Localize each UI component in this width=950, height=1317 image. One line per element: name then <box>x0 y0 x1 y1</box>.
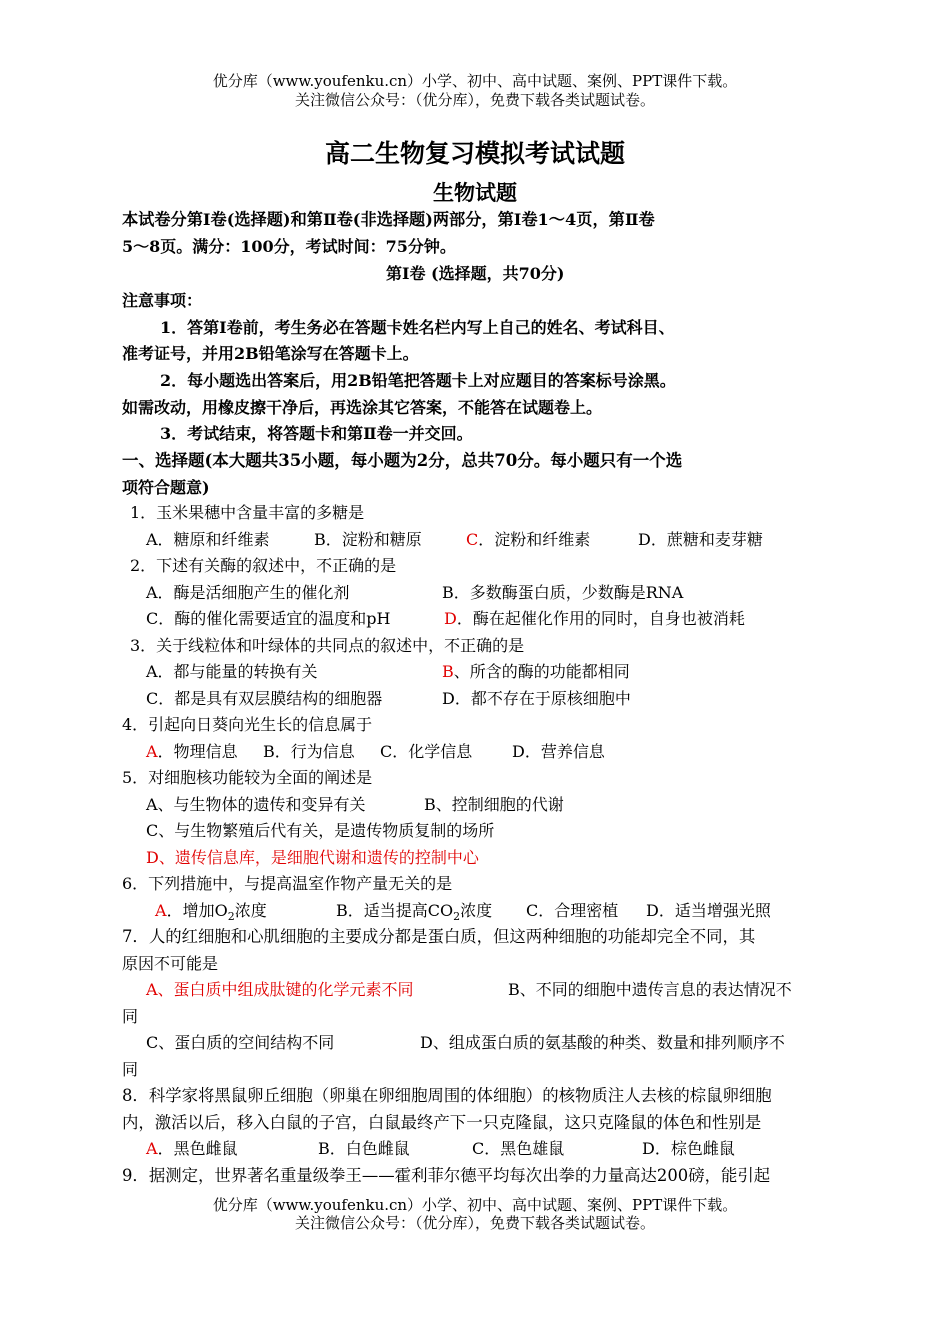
q1-option-c: C．淀粉和纤维素 <box>466 530 591 549</box>
q7-option-b-1: B、不同的细胞中遗传言息的表达情况不 <box>508 980 792 999</box>
part1-line-1: 一、选择题(本大题共35小题，每小题为2分，总共70分。每小题只有一个选 <box>122 451 683 470</box>
notes-heading: 注意事项： <box>122 291 203 310</box>
q8-stem-2: 内，激活以后，移入白鼠的子宫，白鼠最终产下一只克隆鼠，这只克隆鼠的体色和性别是 <box>122 1113 762 1132</box>
part1-line-2: 项符合题意) <box>122 478 210 497</box>
intro-line-1: 本试卷分第Ⅰ卷(选择题)和第Ⅱ卷(非选择题)两部分，第Ⅰ卷1～4页，第Ⅱ卷 <box>122 210 655 229</box>
q4-option-d: D．营养信息 <box>512 742 605 761</box>
q5-stem: 5．对细胞核功能较为全面的阐述是 <box>122 768 373 787</box>
q1-option-a: A．糖原和纤维素 <box>146 530 270 549</box>
intro-line-2: 5～8页。满分：100分，考试时间：75分钟。 <box>122 237 456 256</box>
footer-line-2: 关注微信公众号：（优分库），免费下载各类试题试卷。 <box>294 1214 655 1232</box>
q1-options <box>146 530 763 550</box>
q8-option-a: A．黑色雌鼠 <box>146 1139 238 1158</box>
q3-option-c: C．都是具有双层膜结构的细胞器 <box>146 689 383 708</box>
q6-option-a: A．增加$O_2$浓度 <box>155 901 267 924</box>
q4-answer-mark: A <box>146 742 158 761</box>
q2-option-b: B．多数酶蛋白质，少数酶是RNA <box>442 583 684 602</box>
q4-stem: 4．引起向日葵向光生长的信息属于 <box>122 715 373 734</box>
q5-option-c: C、与生物繁殖后代有关，是遗传物质复制的场所 <box>146 821 495 840</box>
q3-stem: 3．关于线粒体和叶绿体的共同点的叙述中，不正确的是 <box>130 636 525 655</box>
header-line-1: 优分库（www.youfenku.cn）小学、初中、高中试题、案例、PPT课件下载。 <box>212 72 738 90</box>
q2-answer-mark: D <box>444 609 457 628</box>
q8-option-d: D．棕色雌鼠 <box>642 1139 735 1158</box>
q6-answer-mark: A <box>155 901 167 920</box>
q7-stem-1: 7．人的红细胞和心肌细胞的主要成分都是蛋白质，但这两种细胞的功能却完全不同，其 <box>122 927 756 946</box>
page-subtitle: 生物试题 <box>433 181 517 205</box>
q3-answer-mark: B <box>442 662 454 681</box>
q8-stem-1: 8．科学家将黑鼠卵丘细胞（卵巢在卵细胞周围的体细胞）的核物质注人去核的棕鼠卵细胞 <box>122 1086 772 1105</box>
q2-option-a: A．酶是活细胞产生的催化剂 <box>146 583 350 602</box>
q2-option-d: D．酶在起催化作用的同时，自身也被消耗 <box>444 609 745 628</box>
header-line-2: 关注微信公众号：（优分库），免费下载各类试题试卷。 <box>294 91 655 109</box>
q5-option-a: A、与生物体的遗传和变异有关 <box>146 795 366 814</box>
q3-option-a: A．都与能量的转换有关 <box>146 662 318 681</box>
q5-option-b: B、控制细胞的代谢 <box>424 795 564 814</box>
q7-option-d-1: D、组成蛋白质的氨基酸的种类、数量和排列顺序不 <box>420 1033 785 1052</box>
q6-stem: 6．下列措施中，与提高温室作物产量无关的是 <box>122 874 453 893</box>
q1-option-b: B．淀粉和糖原 <box>314 530 422 549</box>
q1-answer-mark: C <box>466 530 479 549</box>
q6-option-d: D．适当增强光照 <box>646 901 771 920</box>
note-1a: 1．答第Ⅰ卷前，考生务必在答题卡姓名栏内写上自己的姓名、考试科目、 <box>160 318 675 337</box>
q7-option-b-2: 同 <box>122 1007 139 1026</box>
q2-option-c: C．酶的催化需要适宜的温度和pH <box>146 609 391 628</box>
q6-option-c: C．合理密植 <box>526 901 619 920</box>
q4-option-a: A．物理信息 <box>146 742 238 761</box>
section-heading: 第Ⅰ卷 (选择题，共70分) <box>386 264 565 283</box>
q1-option-d: D．蔗糖和麦芽糖 <box>638 530 763 549</box>
q3-option-b: B、所含的酶的功能都相同 <box>442 662 630 681</box>
q1-stem: 1．玉米果穗中含量丰富的多糖是 <box>130 503 365 522</box>
note-3: 3．考试结束，将答题卡和第Ⅱ卷一并交回。 <box>160 424 473 443</box>
q6-option-b: B．适当提高$CO_2$浓度 <box>336 901 493 924</box>
q7-option-c: C、蛋白质的空间结构不同 <box>146 1033 335 1052</box>
q7-stem-2: 原因不可能是 <box>122 954 219 973</box>
note-2a: 2．每小题选出答案后，用2B铅笔把答题卡上对应题目的答案标号涂黑。 <box>160 371 676 390</box>
q4-option-b: B．行为信息 <box>263 742 355 761</box>
q8-answer-mark: A <box>146 1139 158 1158</box>
note-1b: 准考证号，并用2B铅笔涂写在答题卡上。 <box>122 344 419 363</box>
q2-stem: 2．下述有关酶的叙述中，不正确的是 <box>130 556 397 575</box>
page-title: 高二生物复习模拟考试试题 <box>324 139 625 168</box>
q7-option-a: A、蛋白质中组成肽键的化学元素不同 <box>146 980 414 999</box>
q4-option-c: C．化学信息 <box>380 742 473 761</box>
footer-line-1: 优分库（www.youfenku.cn）小学、初中、高中试题、案例、PPT课件下载。 <box>212 1196 738 1214</box>
q5-option-d: D、遗传信息库，是细胞代谢和遗传的控制中心 <box>146 848 479 867</box>
q9-stem-1: 9．据测定，世界著名重量级拳王——霍利菲尔德平均每次出拳的力量高达200磅，能引起 <box>122 1166 771 1185</box>
q8-option-c: C．黑色雄鼠 <box>472 1139 565 1158</box>
q3-option-d: D．都不存在于原核细胞中 <box>442 689 631 708</box>
q8-option-b: B．白色雌鼠 <box>318 1139 410 1158</box>
q7-option-d-2: 同 <box>122 1060 139 1079</box>
note-2b: 如需改动，用橡皮擦干净后，再选涂其它答案，不能答在试题卷上。 <box>122 398 603 417</box>
